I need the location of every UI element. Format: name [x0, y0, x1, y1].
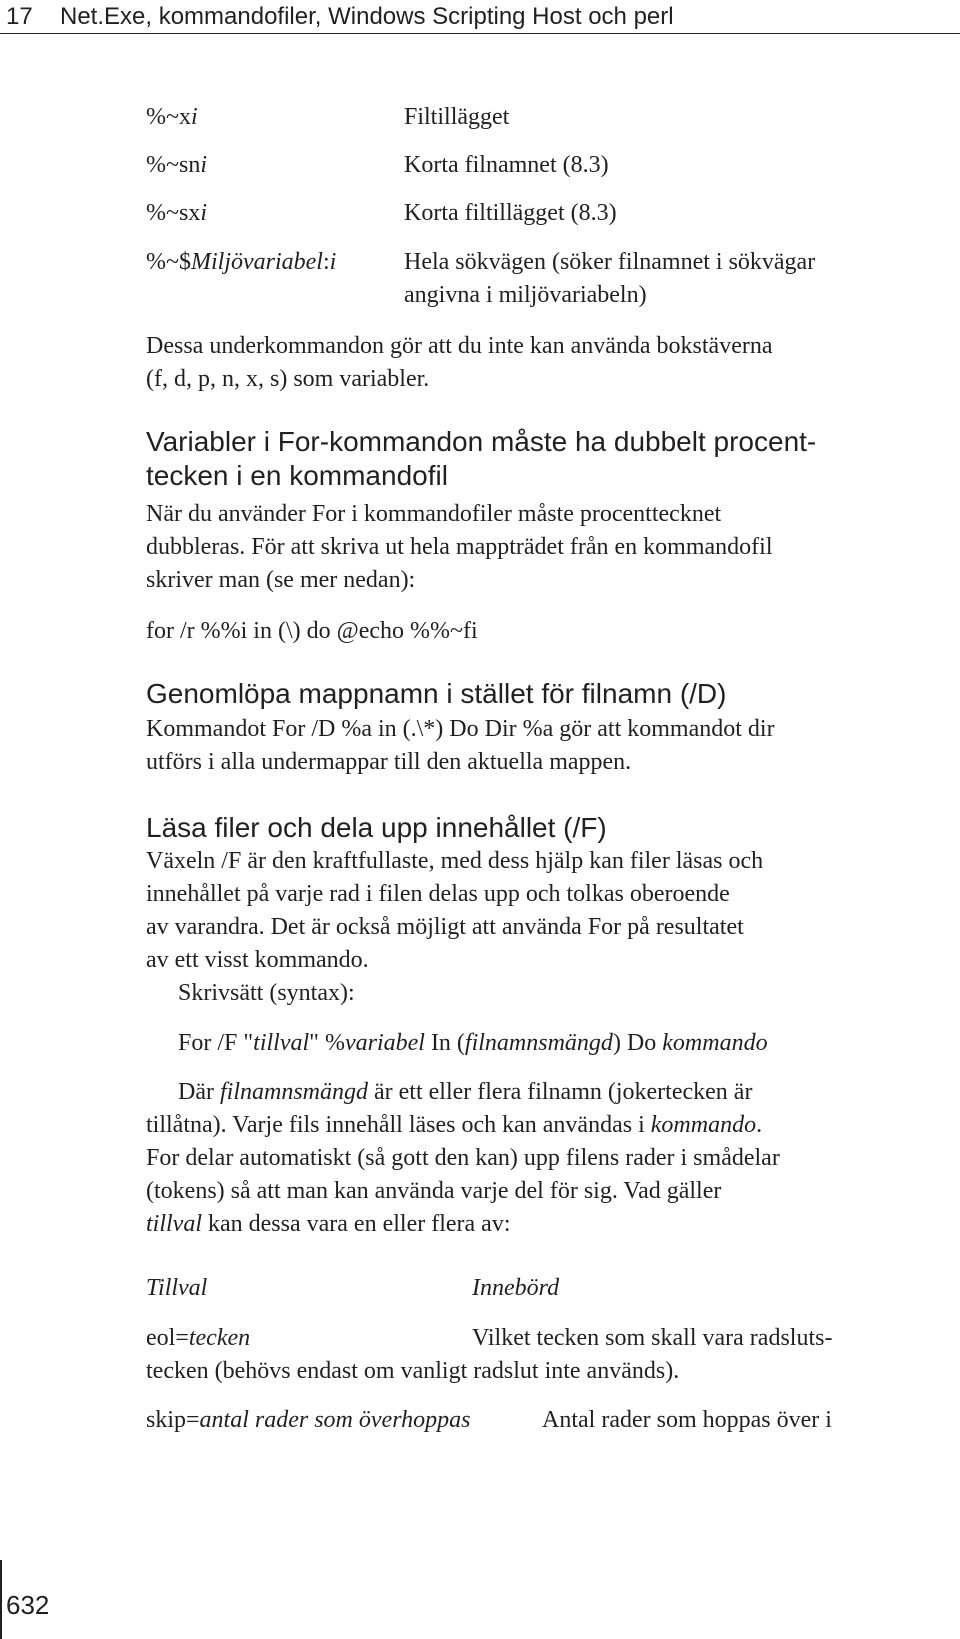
- modifier-code: %~$Miljövariabel:i: [146, 249, 337, 275]
- option-desc: tecken (behövs endast om vanligt radslut inte används).: [146, 1358, 680, 1384]
- modifier-code: %~sxi: [146, 200, 207, 226]
- paragraph-line: tillåtna). Varje fils innehåll läses och kan användas i kommando.: [146, 1112, 763, 1138]
- running-head: [0, 0, 960, 34]
- table-header-meaning: Innebörd: [472, 1275, 560, 1301]
- paragraph-line: For delar automatiskt (så gott den kan) upp filens rader i smådelar: [146, 1145, 780, 1171]
- option-desc: Antal rader som hoppas över i: [542, 1407, 832, 1433]
- modifier-desc: angivna i miljövariabeln): [404, 282, 647, 308]
- section-heading: Läsa filer och dela upp innehållet (/F): [146, 812, 607, 843]
- code-example: for /r %%i in (\) do @echo %%~fi: [146, 618, 478, 644]
- chapter-title: Net.Exe, kommandofiler, Windows Scripting Host och perl: [60, 3, 674, 30]
- paragraph-line: innehållet på varje rad i filen delas upp och tolkas oberoende: [146, 881, 730, 907]
- paragraph-line: Där filnamnsmängd är ett eller flera filnamn (jokertecken är: [178, 1079, 753, 1105]
- paragraph-line: Växeln /F är den kraftfullaste, med dess hjälp kan filer läsas och: [146, 848, 764, 874]
- section-heading: tecken i en kommandofil: [146, 460, 448, 491]
- paragraph-line: Dessa underkommandon gör att du inte kan använda bokstäverna: [146, 333, 773, 359]
- modifier-desc: Hela sökvägen (söker filnamnet i sökvägar: [404, 249, 816, 275]
- section-heading: Genomlöpa mappnamn i stället för filnamn (/D): [146, 678, 727, 709]
- paragraph-line: skriver man (se mer nedan):: [146, 567, 416, 593]
- paragraph-line: När du använder For i kommandofiler måste procenttecknet: [146, 501, 722, 527]
- syntax-line: For /F "tillval" %variabel In (filnamnsmängd) Do kommando: [178, 1030, 768, 1056]
- section-heading: Variabler i For-kommandon måste ha dubbelt procent-: [146, 426, 817, 457]
- table-header-option: Tillval: [146, 1275, 208, 1301]
- paragraph-line: dubbleras. För att skriva ut hela mappträdet från en kommandofil: [146, 534, 773, 560]
- option-desc: Vilket tecken som skall vara radsluts-: [472, 1325, 833, 1351]
- paragraph-line: (tokens) så att man kan använda varje del för sig. Vad gäller: [146, 1178, 722, 1204]
- paragraph-line: av ett visst kommando.: [146, 947, 369, 973]
- paragraph-line: utförs i alla undermappar till den aktuella mappen.: [146, 749, 632, 775]
- modifier-desc: Filtillägget: [404, 104, 510, 130]
- paragraph-line: tillval kan dessa vara en eller flera av:: [146, 1211, 511, 1237]
- modifier-desc: Korta filnamnet (8.3): [404, 152, 609, 178]
- modifier-desc: Korta filtillägget (8.3): [404, 200, 617, 226]
- paragraph-line: Kommandot For /D %a in (.\*) Do Dir %a gör att kommandot dir: [146, 716, 775, 742]
- option-code: skip=antal rader som överhoppas: [146, 1407, 471, 1433]
- modifier-code: %~xi: [146, 104, 198, 130]
- modifier-code: %~sni: [146, 152, 207, 178]
- syntax-label: Skrivsätt (syntax):: [178, 980, 355, 1006]
- page-number: 632: [6, 1590, 50, 1620]
- chapter-number: 17: [6, 3, 33, 30]
- margin-rule: [0, 1560, 2, 1639]
- option-code: eol=tecken: [146, 1325, 251, 1351]
- paragraph-line: av varandra. Det är också möjligt att använda For på resultatet: [146, 914, 744, 940]
- paragraph-line: (f, d, p, n, x, s) som variabler.: [146, 366, 430, 392]
